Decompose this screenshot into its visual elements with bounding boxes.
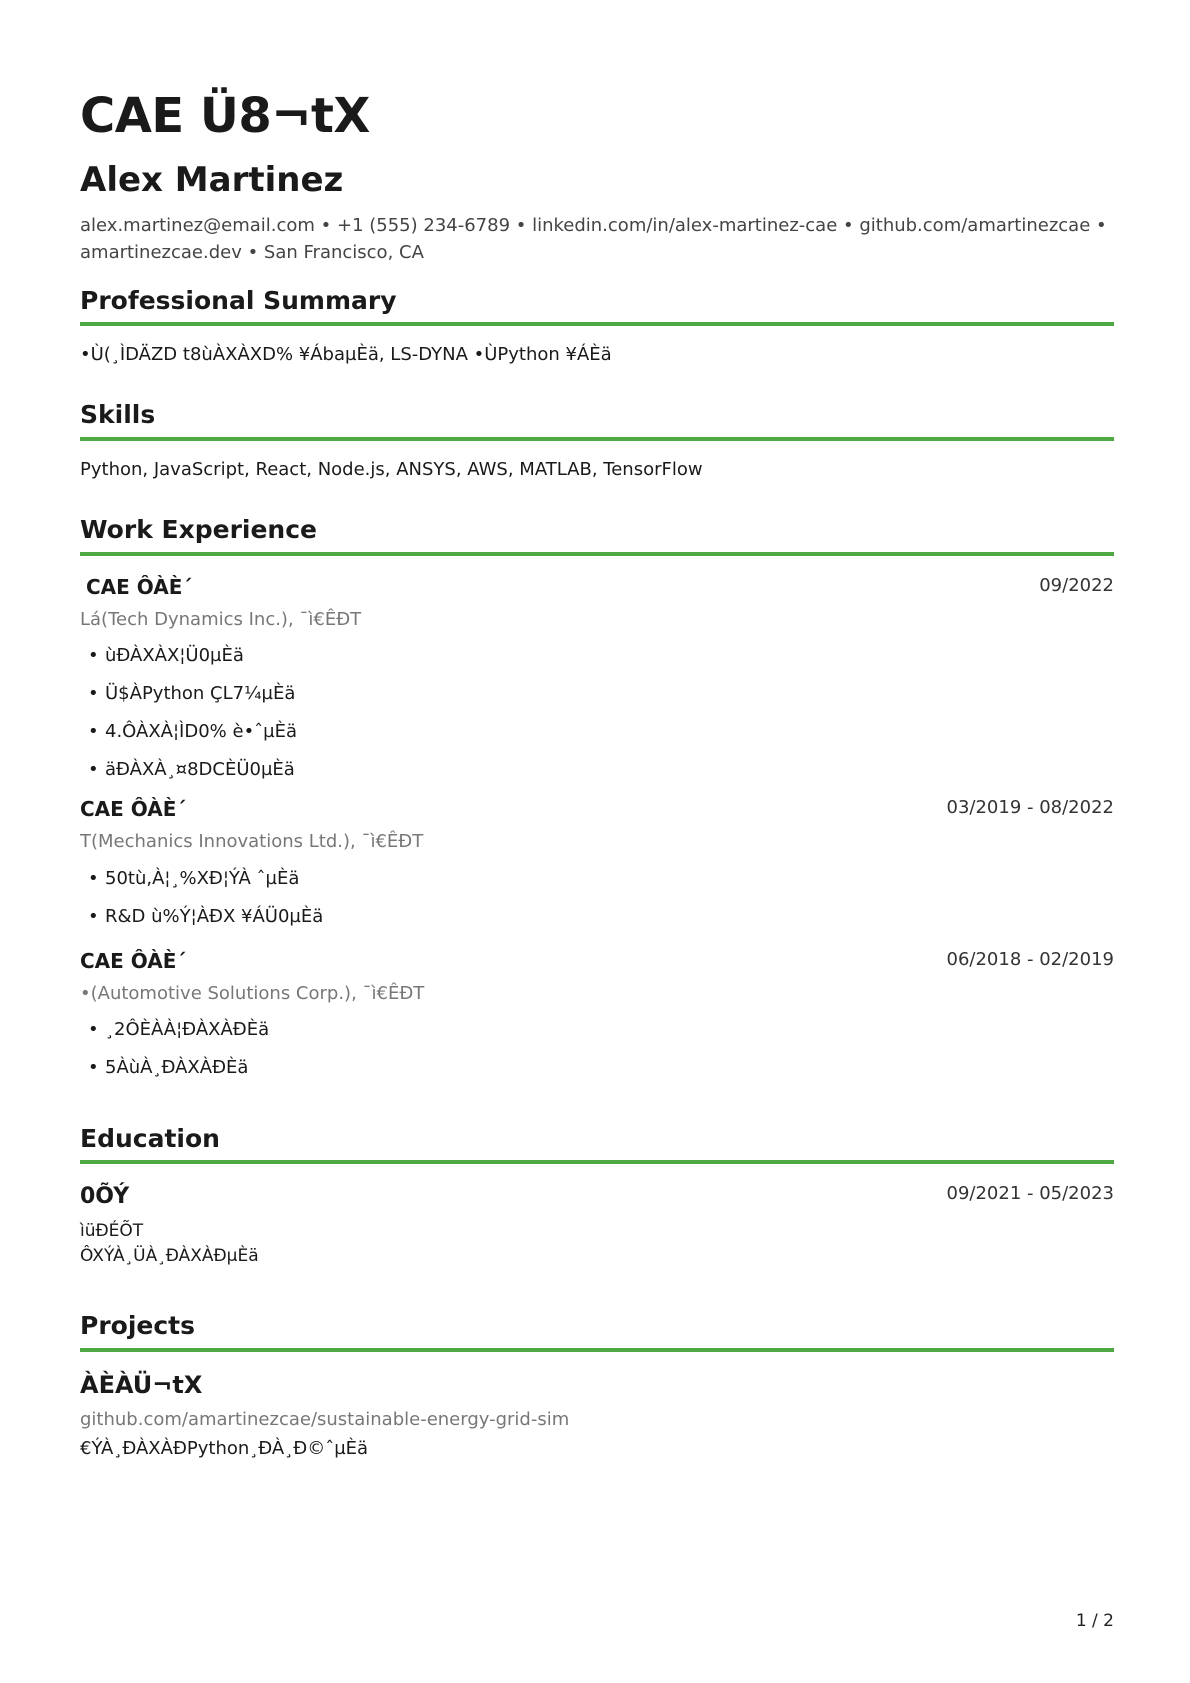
education-degree: 0ÕÝ [80,1184,130,1209]
job-company: T(Mechanics Innovations Ltd.), ¯ì€ÊÐT [80,831,424,852]
list-item: • Ü$ÀPython ÇL7¼µÈä [80,683,297,721]
page-number: 1 / 2 [1075,1611,1114,1631]
section-divider [80,437,1114,441]
list-item: • äÐÀXÀ¸¤8DCÈÜ0µÈä [80,759,297,797]
job-bullets [80,868,323,944]
skills-heading: Skills [80,400,156,429]
list-item: • 50tù,À¦¸%XÐ¦ÝÀ ˆµÈä [80,868,323,906]
experience-heading: Work Experience [80,515,317,544]
list-item: • ùÐÀXÀX¦Ü0µÈä [80,645,297,683]
section-divider [80,1348,1114,1352]
summary-heading: Professional Summary [80,286,397,315]
job-title: CAE ÔÀÈ´ [80,949,187,973]
education-school: ìüÐÉÕT [80,1221,144,1241]
job-title: CAE ÔÀÈ´ [80,797,187,821]
document-title: CAE Ü8¬tX [80,88,370,144]
job-date: 06/2018 - 02/2019 [946,949,1114,970]
job-company: Lá(Tech Dynamics Inc.), ¯ì€ÊÐT [80,609,362,630]
section-divider [80,322,1114,326]
candidate-name: Alex Martinez [80,160,344,200]
job-title: CAE ÔÀÈ´ [86,575,193,599]
project-link[interactable]: github.com/amartinezcae/sustainable-energy-grid-sim [80,1409,570,1430]
project-name: ÀÈÀÜ¬tX [80,1371,203,1399]
job-bullets [80,645,297,797]
education-detail: ÔXÝÀ¸ÜÀ¸ÐÀXÀÐµÈä [80,1246,259,1266]
job-date: 03/2019 - 08/2022 [946,797,1114,818]
contact-info: alex.martinez@email.com • +1 (555) 234-6789 • linkedin.com/in/alex-martinez-cae • github.com/amartinezcae • amartinezcae.dev • San Francisco, CA [80,215,1107,263]
summary-text: •Ù(¸ÌDÄZD t8ùÀXÀXD% ¥ÁbaµÈä, LS-DYNA •ÙPython ¥ÁÈä [80,344,612,365]
section-divider [80,552,1114,556]
education-heading: Education [80,1124,220,1153]
list-item: • 5ÀùÀ¸ÐÀXÀÐÈä [80,1057,269,1095]
skills-text: Python, JavaScript, React, Node.js, ANSYS, AWS, MATLAB, TensorFlow [80,459,703,480]
project-description: €ÝÀ¸ÐÀXÀÐPython¸ÐÀ¸Ð©ˆµÈä [80,1438,369,1459]
job-bullets [80,1019,269,1095]
job-company: •(Automotive Solutions Corp.), ¯ì€ÊÐT [80,983,425,1004]
section-divider [80,1160,1114,1164]
projects-heading: Projects [80,1311,196,1340]
education-date: 09/2021 - 05/2023 [946,1183,1114,1204]
resume-page [80,0,1114,1683]
job-date: 09/2022 [1039,575,1114,596]
list-item: • R&D ù%Ý¦ÀÐX ¥ÁÜ0µÈä [80,906,323,944]
list-item: • ¸2ÔÈÀÀ¦ÐÀXÀÐÈä [80,1019,269,1057]
list-item: • 4.ÔÀXÀ¦ÌD0% è•ˆµÈä [80,721,297,759]
